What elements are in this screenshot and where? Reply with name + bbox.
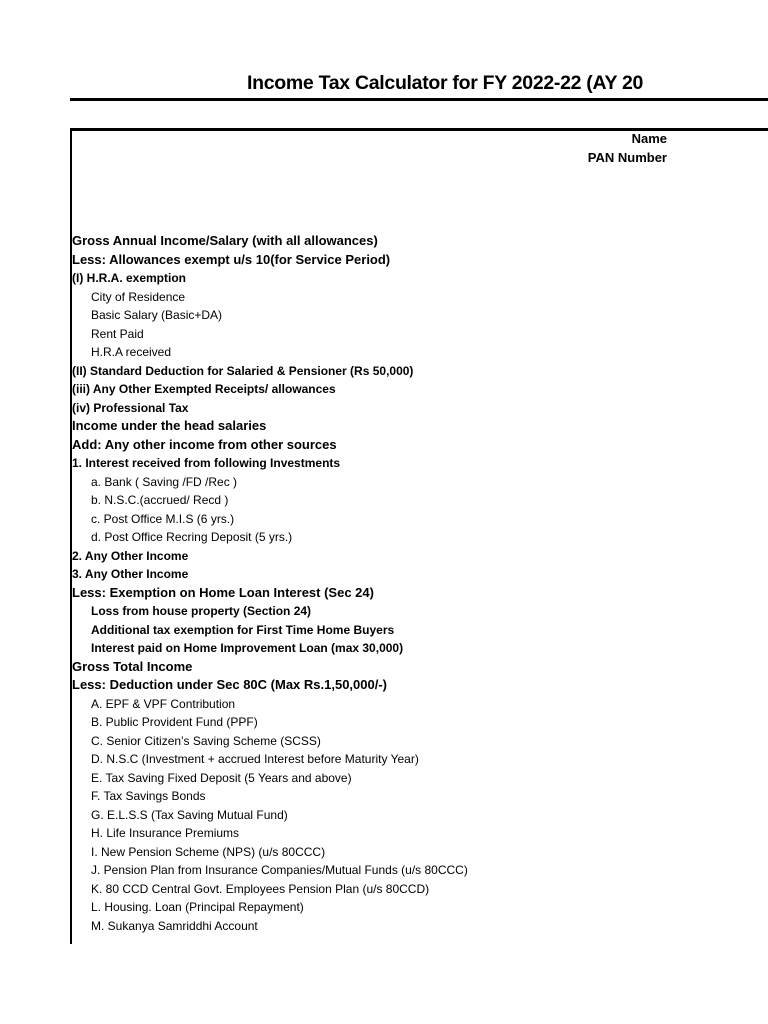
row-label: a. Bank ( Saving /FD /Rec ) (91, 474, 238, 489)
row-label: B. Public Provident Fund (PPF) (91, 715, 258, 729)
title-divider (70, 98, 768, 101)
row-label: Rent Paid (91, 326, 144, 341)
row-label: (II) Standard Deduction for Salaried & Pensioner (Rs 50,000) (72, 363, 414, 378)
row-label: Interest paid on Home Improvement Loan (max 30,000) (91, 641, 404, 655)
row-label: Add: Any other income from other sources (72, 436, 337, 452)
pan-number-label: PAN Number (587, 150, 667, 165)
income-items-list (72, 232, 768, 935)
row-label: H. Life Insurance Premiums (91, 826, 240, 840)
row-label: I. New Pension Scheme (NPS) (u/s 80CCC) (91, 844, 326, 859)
row-label: (iv) Professional Tax (72, 400, 189, 415)
row-label: K. 80 CCD Central Govt. Employees Pension Plan (u/s 80CCD) (91, 881, 430, 896)
row-label: Gross Total Income (72, 658, 193, 674)
row-label: City of Residence (91, 289, 186, 304)
name-label: Name (631, 131, 667, 146)
row-label: Less: Allowances exempt u/s 10(for Service Period) (72, 251, 391, 267)
row-label: Income under the head salaries (72, 418, 267, 433)
row-label: Loss from house property (Section 24) (91, 604, 312, 618)
row-label: E. Tax Saving Fixed Deposit (5 Years and above) (91, 770, 352, 785)
row-label: 1. Interest received from following Investments (72, 456, 341, 470)
row-label: Less: Deduction under Sec 80C (Max Rs.1,50,000/-) (72, 677, 387, 692)
page-title: Income Tax Calculator for FY 2022-22 (AY 20 (247, 72, 644, 94)
row-label: H.R.A received (91, 345, 172, 359)
row-label: Less: Exemption on Home Loan Interest (Sec 24) (72, 584, 374, 600)
row-label: Additional tax exemption for First Time Home Buyers (91, 622, 395, 637)
row-label: D. N.S.C (Investment + accrued Interest before Maturity Year) (91, 752, 419, 766)
row-label: L. Housing. Loan (Principal Repayment) (91, 900, 304, 914)
row-label: F. Tax Savings Bonds (91, 789, 206, 803)
row-label: 3. Any Other Income (72, 567, 189, 581)
row-label: Basic Salary (Basic+DA) (91, 308, 223, 322)
row-label: A. EPF & VPF Contribution (91, 696, 236, 711)
row-label: M. Sukanya Samriddhi Account (91, 918, 258, 933)
row-label: (I) H.R.A. exemption (72, 271, 187, 285)
row-label: 2. Any Other Income (72, 548, 189, 563)
row-label: d. Post Office Recring Deposit (5 yrs.) (91, 530, 293, 544)
row-label: C. Senior Citizen’s Saving Scheme (SCSS) (91, 733, 321, 748)
row-label: J. Pension Plan from Insurance Companies/Mutual Funds (u/s 80CCC) (91, 863, 468, 877)
row-label: G. E.L.S.S (Tax Saving Mutual Fund) (91, 807, 288, 822)
row-label: (iii) Any Other Exempted Receipts/ allowances (72, 382, 336, 396)
row-label: Gross Annual Income/Salary (with all allowances) (72, 233, 378, 248)
row-label: c. Post Office M.I.S (6 yrs.) (91, 511, 235, 526)
row-label: b. N.S.C.(accrued/ Recd ) (91, 493, 229, 507)
